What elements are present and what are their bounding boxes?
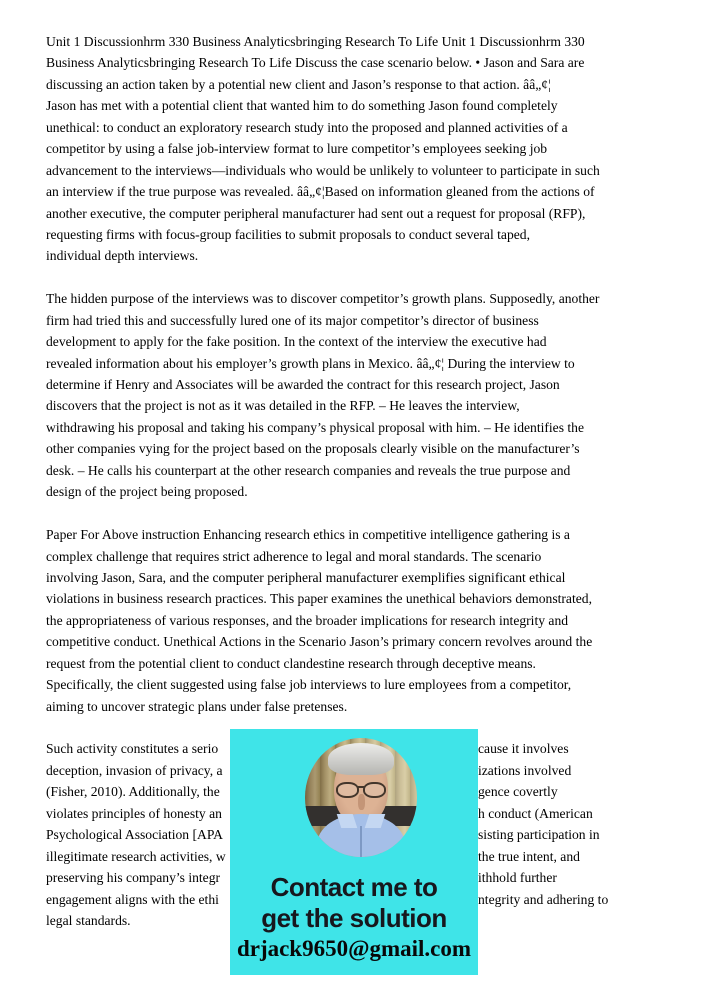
- text-line: competitive conduct. Unethical Actions in the Scenario Jason’s primary concern revolves around the: [46, 634, 593, 650]
- text-line: individual depth interviews.: [46, 248, 199, 264]
- tutor-photo: [305, 738, 417, 857]
- paragraph-3: [46, 524, 638, 717]
- photo-hair: [328, 743, 394, 775]
- text-fragment-right: the true intent, and: [478, 848, 580, 864]
- text-line: request from the potential client to conduct clandestine research through deceptive means.: [46, 655, 536, 671]
- text-line: Specifically, the client suggested using false job interviews to lure employees from a competitor,: [46, 677, 572, 693]
- text-line: withdrawing his proposal and taking his company’s physical proposal with him. – He identifies the: [46, 419, 585, 435]
- text-line: unethical: to conduct an exploratory research study into the proposed and planned activities of a: [46, 119, 568, 135]
- text-fragment-left: Such activity constitutes a serio: [46, 741, 219, 757]
- paragraph-1: [46, 31, 638, 267]
- text-line: competitor by using a false job-interview format to lure competitor’s employees seeking job: [46, 141, 548, 157]
- text-line: The hidden purpose of the interviews was to discover competitor’s growth plans. Supposedly, another: [46, 291, 600, 307]
- text-fragment-right: ithhold further: [478, 870, 557, 886]
- text-line: complex challenge that requires strict adherence to legal and moral standards. The scenario: [46, 548, 542, 564]
- text-line: discussing an action taken by a potential new client and Jason’s response to that action. ââ„¢¦: [46, 76, 551, 92]
- text-line: violations in business research practices. This paper examines the unethical behaviors demonstrated,: [46, 591, 592, 607]
- text-fragment-right: cause it involves: [478, 741, 569, 757]
- contact-email[interactable]: drjack9650@gmail.com: [236, 936, 472, 961]
- text-fragment-left: illegitimate research activities, w: [46, 848, 226, 864]
- photo-nose: [358, 794, 365, 810]
- text-line: the appropriateness of various responses, and the broader implications for research integrity and: [46, 612, 569, 628]
- text-fragment-right: sisting participation in: [478, 827, 600, 843]
- contact-ad-overlay[interactable]: [230, 729, 478, 975]
- text-fragment-right: gence covertly: [478, 784, 558, 800]
- text-line: aiming to uncover strategic plans under false pretenses.: [46, 698, 348, 714]
- text-line: another executive, the computer peripheral manufacturer had sent out a request for proposal (RFP),: [46, 205, 586, 221]
- text-fragment-left: deception, invasion of privacy, a: [46, 762, 223, 778]
- text-line: design of the project being proposed.: [46, 484, 248, 500]
- text-fragment-left: engagement aligns with the ethi: [46, 891, 219, 907]
- text-fragment-left: legal standards.: [46, 912, 131, 928]
- text-line: firm had tried this and successfully lured one of its major competitor’s director of business: [46, 312, 539, 328]
- paragraph-2: [46, 288, 638, 502]
- text-line: Paper For Above instruction Enhancing research ethics in competitive intelligence gathering is a: [46, 527, 570, 543]
- text-line: Business Analyticsbringing Research To Life Discuss the case scenario below. • Jason and Sara are: [46, 55, 585, 71]
- text-fragment-right: h conduct (American: [478, 805, 593, 821]
- text-line: revealed information about his employer’s growth plans in Mexico. ââ„¢¦ During the interview to: [46, 355, 575, 371]
- text-line: other companies vying for the project based on the proposals clearly visible on the manufacturer’s: [46, 441, 580, 457]
- text-fragment-left: Psychological Association [APA: [46, 827, 223, 843]
- photo-shirt-placket: [360, 826, 362, 857]
- text-line: Unit 1 Discussionhrm 330 Business Analyticsbringing Research To Life Unit 1 Discussionhrm 330: [46, 34, 585, 49]
- text-line: desk. – He calls his counterpart at the other research companies and reveals the true purpose and: [46, 462, 571, 478]
- text-fragment-left: violates principles of honesty an: [46, 805, 222, 821]
- text-line: advancement to the interviews—individuals who would be unlikely to volunteer to participate in such: [46, 162, 600, 178]
- ad-heading: [230, 872, 478, 934]
- ad-heading-line1: Contact me to: [270, 872, 438, 902]
- text-fragment-left: preserving his company’s integr: [46, 870, 221, 886]
- text-line: involving Jason, Sara, and the computer peripheral manufacturer exemplifies significant ethical: [46, 569, 566, 585]
- text-fragment-left: (Fisher, 2010). Additionally, the: [46, 784, 220, 800]
- text-line: an interview if the true purpose was revealed. ââ„¢¦Based on information gleaned from the actions of: [46, 184, 595, 200]
- text-line: requesting firms with focus-group facilities to submit proposals to conduct several taped,: [46, 226, 530, 242]
- ad-heading-line2: get the solution: [261, 903, 447, 933]
- text-line: determine if Henry and Associates will be awarded the contract for this research project, Jason: [46, 377, 560, 392]
- text-fragment-right: izations involved: [478, 762, 572, 778]
- text-line: discovers that the project is not as it was detailed in the RFP. – He leaves the interview,: [46, 398, 520, 414]
- text-fragment-right: ntegrity and adhering to: [478, 891, 609, 907]
- text-line: development to apply for the fake position. In the context of the interview the executive had: [46, 334, 547, 350]
- text-line: Jason has met with a potential client that wanted him to do something Jason found completely: [46, 98, 558, 114]
